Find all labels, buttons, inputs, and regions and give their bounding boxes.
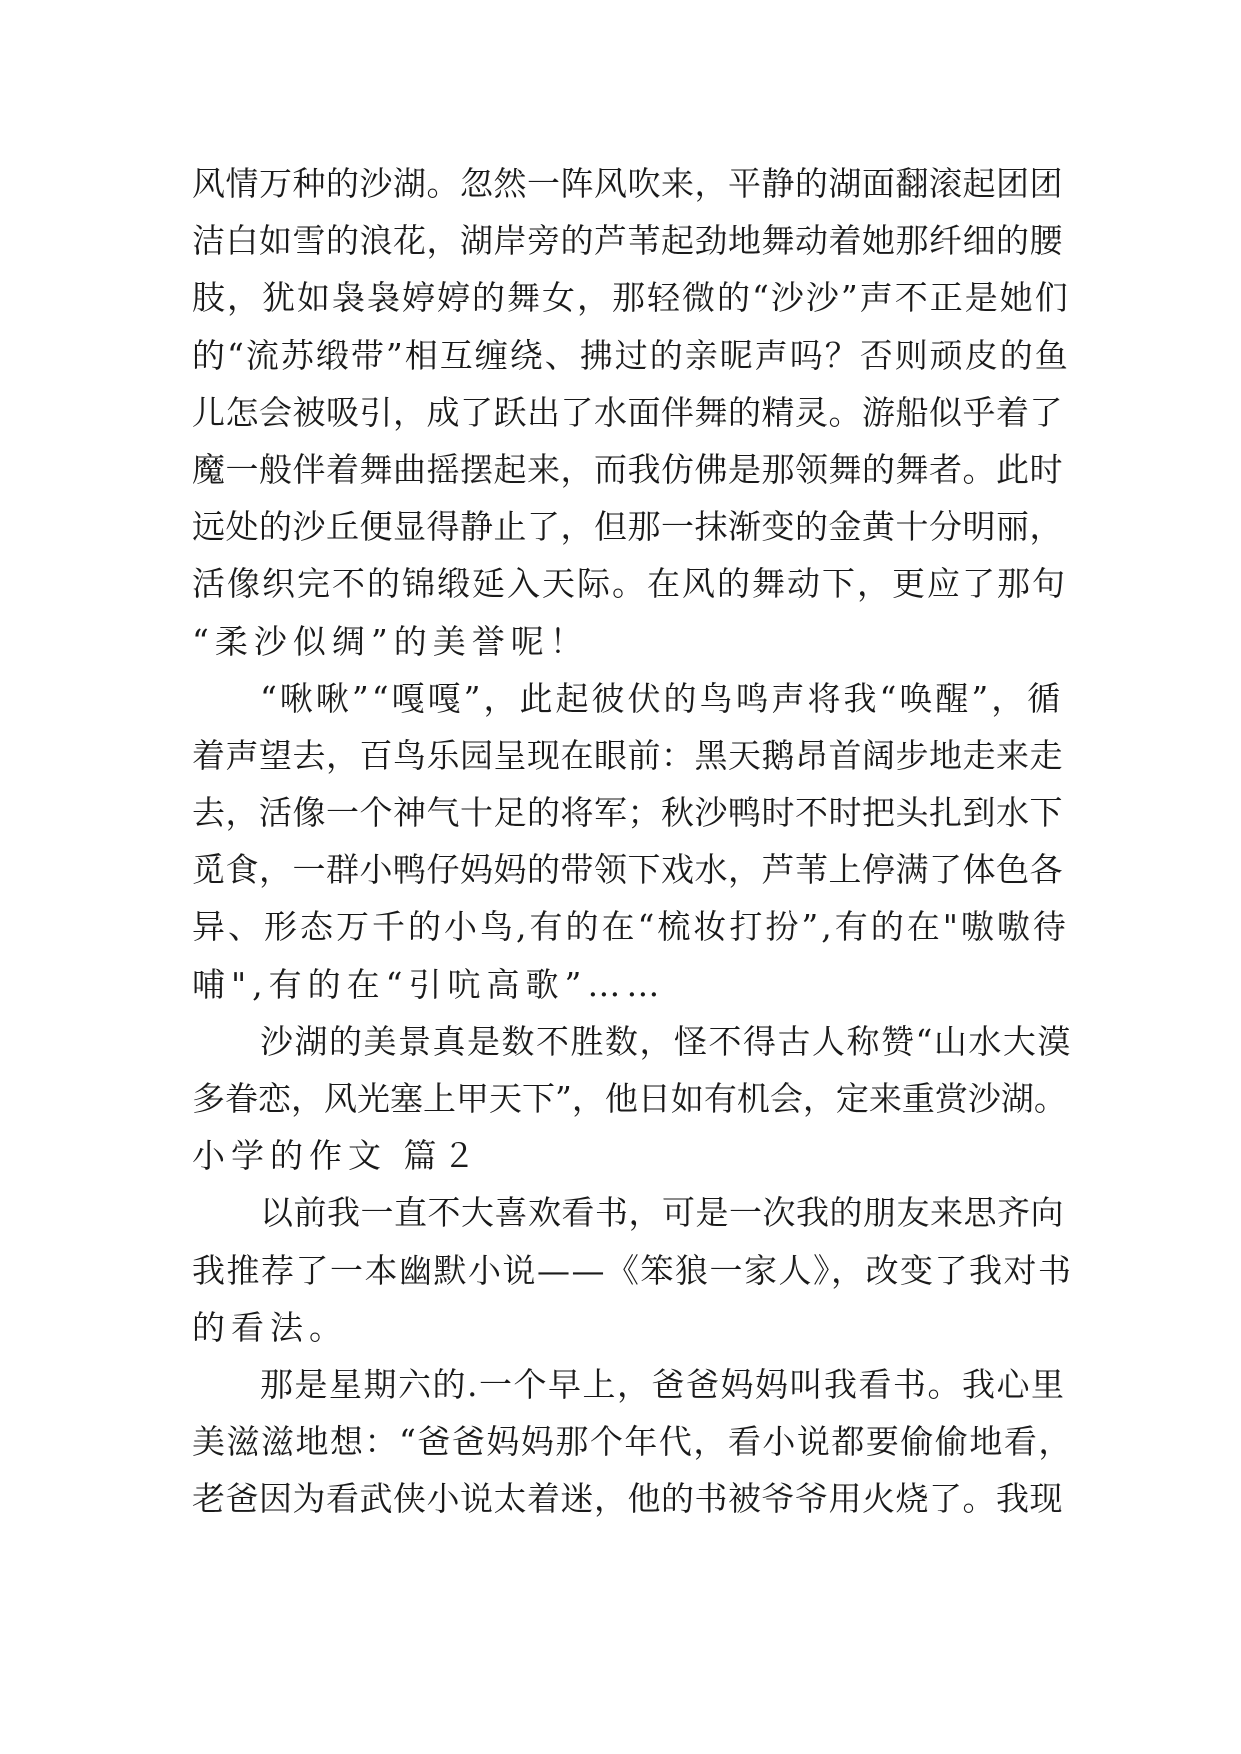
text-line: 去，活像一个神气十足的将军；秋沙鸭时不时把头扎到水下: [192, 793, 1063, 833]
paragraph-start-line: 以前我一直不大喜欢看书，可是一次我的朋友来思齐向: [260, 1193, 1064, 1233]
text-line: 着声望去，百鸟乐园呈现在眼前：黑天鹅昂首阔步地走来走: [192, 735, 1063, 775]
text-line: 多眷恋，风光塞上甲天下”，他日如有机会，定来重赏沙湖。: [192, 1079, 1067, 1118]
text-line: 觅食，一群小鸭仔妈妈的带领下戏水，芦苇上停满了体色各: [192, 850, 1063, 890]
text-line: 活像织完不的锦缎延入天际。在风的舞动下，更应了那句: [192, 564, 1067, 604]
text-line: 我推荐了一本幽默小说——《笨狼一家人》，改变了我对书: [192, 1250, 1073, 1290]
text-line: 风情万种的沙湖。忽然一阵风吹来，平静的湖面翻滚起团团: [192, 164, 1063, 203]
text-line: 老爸因为看武侠小说太着迷，他的书被爷爷用火烧了。我现: [192, 1479, 1063, 1519]
text-line: 的看法。: [192, 1307, 348, 1347]
text-line: 的“流苏缎带”相互缠绕、拂过的亲昵声吗？否则顽皮的鱼: [192, 335, 1070, 375]
text-line: “柔沙似绸”的美誉呢！: [192, 621, 589, 661]
text-line: 远处的沙丘便显得静止了，但那一抹渐变的金黄十分明丽，: [192, 507, 1063, 547]
text-line: 哺",有的在“引吭高歌”……: [192, 964, 666, 1004]
paragraph-start-line: “啾啾”“嘎嘎”，此起彼伏的鸟鸣声将我“唤醒”，循: [260, 678, 1064, 718]
text-line: 异、形态万千的小鸟,有的在“梳妆打扮”,有的在"嗷嗷待: [192, 907, 1069, 947]
text-line: 美滋滋地想：“爸爸妈妈那个年代，看小说都要偷偷地看，: [192, 1422, 1073, 1462]
essay-text: [192, 155, 1072, 1528]
text-line: 儿怎会被吸引，成了跃出了水面伴舞的精灵。游船似乎着了: [192, 392, 1063, 432]
paragraph-start-line: 沙湖的美景真是数不胜数，怪不得古人称赞“山水大漠: [260, 1021, 1072, 1061]
text-line: 洁白如雪的浪花，湖岸旁的芦苇起劲地舞动着她那纤细的腰: [192, 221, 1063, 261]
text-line: 肢，犹如袅袅婷婷的舞女，那轻微的“沙沙”声不正是她们: [192, 278, 1070, 318]
section-heading: 小学的作文 篇２: [192, 1136, 482, 1176]
paragraph-start-line: 那是星期六的.一个早上，爸爸妈妈叫我看书。我心里: [260, 1364, 1066, 1404]
text-line: 魔一般伴着舞曲摇摆起来，而我仿佛是那领舞的舞者。此时: [192, 449, 1063, 489]
